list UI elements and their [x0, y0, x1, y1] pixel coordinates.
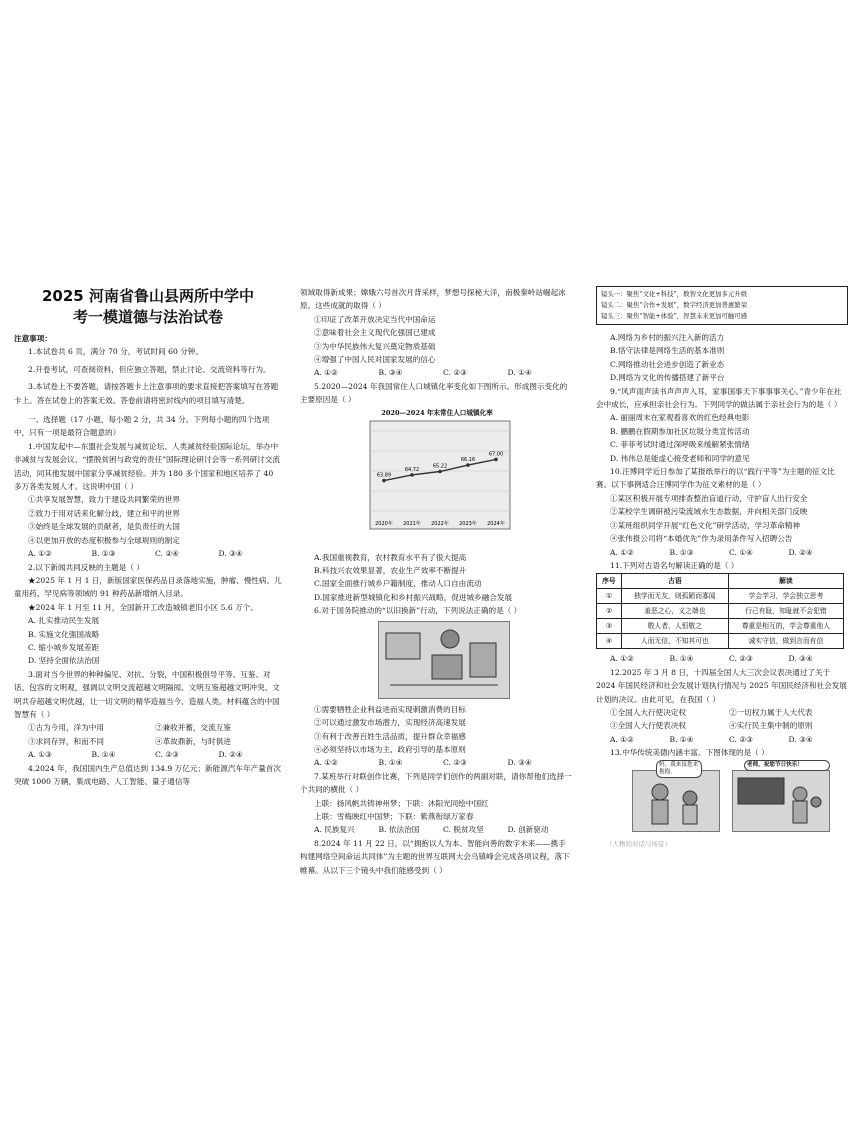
q12-item: ③全国人大行使表决权 [610, 721, 686, 731]
table-cell: 行己有耻，知耻就不会犯错 [728, 604, 843, 619]
q11-option-c[interactable]: C. ②③ [729, 654, 753, 664]
q5-option-d[interactable]: D.国家推进新型城镇化和乡村振兴战略，促进城乡融合发展 [314, 592, 513, 602]
table-header-cell: 解读 [728, 574, 843, 589]
notice-item: 1.本试卷共 6 页，满分 70 分，考试时间 60 分钟。 [28, 347, 203, 357]
chart-x-tick-label: 2024年 [487, 520, 505, 527]
q7-couplet: 上联：扬风帆共铸神州梦；下联：沐阳光同绘中国红 [314, 798, 489, 808]
notice-item: 2.开卷考试，可查阅资料，但应独立答题，禁止讨论、交流资料等行为。 [28, 364, 271, 374]
q9-option-c[interactable]: C. 菲菲考试时通过深呼吸来缓解紧张情绪 [610, 440, 750, 450]
q6-item: ③有利于改善百姓生活品质，提升群众幸福感 [314, 731, 466, 741]
q4-item: ④增强了中国人民对国家发展的信心 [314, 355, 436, 365]
q8-shot: 镜头二：聚焦“合作+发展”，数字经济更加普惠繁荣 [601, 301, 748, 309]
chart-data-label: 65.22 [432, 463, 448, 470]
q8-stem: 8.2024 年 11 月 22 日，以“拥抱以人为本、智能向善的数字未来——携手构建网络空间命运共同体”为主题的世界互联网大会乌镇峰会完成各项议程，落下帷幕。从以下三个镜头中我们能感受到（ ） [300, 838, 570, 875]
q4-option-c[interactable]: C. ②③ [443, 368, 467, 378]
q12-option-d[interactable]: D. ③④ [788, 734, 813, 744]
q10-options [596, 546, 848, 559]
q6-option-a[interactable]: A. ①② [314, 758, 338, 768]
q11-option-b[interactable]: B. ①④ [669, 654, 694, 664]
q4-item: ①印证了改革开放决定当代中国命运 [314, 314, 436, 324]
q12-options [596, 733, 848, 746]
q4-stem: 4.2024 年，我国国内生产总值达到 134.9 万亿元；新能源汽车年产量首次突破 1000 万辆，集成电路、人工智能、量子通信等 [14, 763, 281, 786]
q12-item: ④实行民主集中制的原则 [729, 721, 813, 731]
q8-shots-box [596, 286, 848, 325]
chart-data-label: 66.16 [460, 456, 476, 463]
table-row [597, 589, 844, 604]
q6-item: ②可以通过激发市场潜力，实现经济高速发展 [314, 718, 466, 728]
q13-illustration [632, 761, 832, 838]
q1-item: ①共享发展智慧，致力于建设共同繁荣的世界 [28, 495, 180, 505]
q7-option-b[interactable]: B. 依法治国 [378, 825, 420, 835]
q4-option-b[interactable]: B. ③④ [378, 368, 403, 378]
column-right [596, 286, 848, 851]
notice-item: 3.本试卷上不要答题，请按答题卡上注意事项的要求直接把答案填写在答题卡上。答在试卷上的答案无效。答卷前请将密封线内的项目填写清楚。 [14, 382, 279, 405]
q9-option-b[interactable]: B. 鹏鹏在假期参加社区垃圾分类宣传活动 [610, 426, 750, 436]
teacher-scene-image [732, 770, 830, 832]
q3-option-d[interactable]: D. ②④ [218, 750, 243, 760]
chart-point [466, 463, 470, 467]
mother-scene-image [632, 770, 720, 832]
q7-options [300, 823, 572, 836]
q2-option-c[interactable]: C. 缩小城乡发展差距 [28, 642, 100, 652]
q7-couplet: 上联：雪梅映红中国梦；下联：紫燕衔绿万家春 [314, 811, 474, 821]
table-row [597, 634, 844, 649]
q8-shot: 镜头一：聚焦“文化+科技”，数智文化更加多元升级 [601, 290, 748, 298]
table-cell: 人而无信，不知其可也 [621, 634, 728, 649]
table-cell: 敬人者，人恒敬之 [621, 619, 728, 634]
q4-item: ②意味着社会主义现代化强国已建成 [314, 328, 436, 338]
q13-stem: 13.中华传统美德内涵丰富。下图体现的是（ ） [610, 748, 769, 758]
q1-item: ②致力于用对话来化解分歧，建立和平的世界 [28, 508, 180, 518]
q4-option-a[interactable]: A. ①② [314, 368, 338, 378]
column-left [14, 286, 282, 788]
table-header-cell: 序号 [597, 574, 622, 589]
q7-option-c[interactable]: C. 脱贫攻坚 [443, 825, 484, 835]
q4-option-d[interactable]: D. ①④ [507, 368, 532, 378]
chart-point [382, 478, 386, 482]
urbanization-chart [360, 409, 514, 547]
q1-option-b[interactable]: B. ①③ [91, 549, 116, 559]
q3-stem: 3.面对当今世界的种种偏见、对抗、分裂，中国积极倡导平等、互鉴、对话、包容的文明观，强调以文明交流超越文明隔阂、文明互鉴超越文明冲突、文明共存超越文明优越，让一切文明的精华造福当今、造福人类。材料蕴含的中国智慧有（ ） [14, 669, 280, 719]
q1-option-c[interactable]: C. ②④ [155, 549, 179, 559]
table-cell: ④ [597, 634, 622, 649]
table-cell: 诚实守信，做到言而有信 [728, 634, 843, 649]
speech-bubble: 老师，祝您节日快乐！ [744, 760, 830, 771]
q12-stem: 12.2025 年 3 月 8 日，十四届全国人大三次会议表决通过了关于 2024 年国民经济和社会发展计划执行情况与 2025 年国民经济和社会发展计划的决议。由此可见，在我国（ ） [596, 667, 847, 704]
q12-items [596, 719, 848, 732]
q8-option-a[interactable]: A.网络为乡村的振兴注入新的活力 [610, 333, 725, 342]
q12-option-c[interactable]: C. ②③ [729, 734, 753, 744]
chart-point [494, 457, 498, 461]
q7-stem: 7.某班举行对联创作比赛，下列是同学们创作的两副对联，请你帮他们选择一个共同的横批（ ） [300, 771, 572, 795]
q3-item: ③求同存异，和而不同 [28, 736, 104, 746]
q11-option-d[interactable]: D. ③④ [788, 654, 813, 664]
section-heading: 一、选择题（17 小题，每小题 2 分，共 34 分。下列每小题的四个选项中，只有一项是最符合题意的） [14, 415, 270, 438]
q3-option-b[interactable]: B. ①④ [91, 750, 116, 760]
chart-data-label: 67.00 [488, 451, 504, 458]
q10-option-a[interactable]: A. ①② [610, 547, 634, 557]
q7-option-a[interactable]: A. 民族复兴 [314, 825, 355, 835]
trade-in-cartoon-icon [380, 623, 508, 697]
chart-x-tick-label: 2023年 [459, 520, 477, 527]
q11-stem: 11.下列对古语名句解读正确的是（ ） [610, 560, 739, 570]
q1-stem: 1.中国发起中—东盟社会发展与减贫论坛、人类减贫经验国际论坛，举办中非减贫与发展会议、“摆脱贫困与政党的责任”国际理论研讨会等一系列研讨交流活动，同其他发展中国家分享减贫经验。并为 180 多个国家和地区培养了 40 多万各类发展人才。这说明中国（ ） [14, 441, 280, 492]
table-cell: ② [597, 604, 622, 619]
table-header-cell: 古语 [621, 574, 728, 589]
exam-title-line1: 2025 河南省鲁山县两所中学中 [42, 287, 254, 305]
q6-option-b[interactable]: B. ①④ [378, 758, 403, 768]
q5-stem: 5.2020—2024 年我国常住人口城镇化率变化如下图所示。形成图示变化的主要原因是（ ） [300, 381, 568, 405]
family-icon [634, 772, 718, 830]
q1-option-a[interactable]: A. ①② [28, 549, 52, 559]
chart-data-label: 64.72 [404, 466, 420, 473]
q9-option-a[interactable]: A. 丽丽周末在家观看喜欢的红色经典电影 [610, 413, 750, 423]
chart-x-tick-label: 2022年 [431, 520, 449, 527]
q9-option-d[interactable]: D. 伟伟总是能虚心接受老师和同学的意见 [610, 453, 750, 463]
q2-stem: 2.以下新闻共同反映的主题是（ ） [28, 562, 144, 572]
q6-stem: 6.对于国务院推动的“以旧换新”行动，下列说法正确的是（ ） [314, 606, 522, 616]
q11-option-a[interactable]: A. ①② [610, 654, 634, 664]
chart-title: 2020—2024 年末常住人口城镇化率 [381, 408, 493, 417]
q4-stem-continued: 领域取得新成果；嫦娥六号首次月背采样，梦想号探秘大洋，南极秦岭站崛起冰原。这些成就的取得（ ） [300, 288, 566, 311]
q3-options [14, 748, 282, 761]
q10-option-d[interactable]: D. ②④ [788, 547, 813, 557]
table-cell: 学会学习，学会独立思考 [728, 589, 843, 604]
column-middle [300, 286, 572, 877]
q2-option-b[interactable]: B. 实施文化强国战略 [28, 629, 100, 639]
chart-point [438, 469, 442, 473]
chart-svg [360, 419, 514, 547]
q12-item: ①全国人大行使决定权 [610, 707, 686, 717]
q3-item: ②兼收并蓄，交流互鉴 [155, 723, 231, 733]
q3-item: ④革故鼎新，与时俱进 [155, 736, 231, 746]
q5-option-c[interactable]: C.国家全面推行城乡户籍制度，推动人口自由流动 [314, 579, 482, 589]
q2-news: ★2025 年 1 月 1 日，新版国家医保药品目录落地实施，肿瘤、慢性病、儿童用药、罕见病等领域的 91 种药品新增纳入目录。 [14, 575, 282, 599]
q10-item: ②某校学生调研被污染流域水生态数据，并向相关部门反映 [610, 507, 808, 517]
q8-option-b[interactable]: B.恪守法律是网络生活的基本准则 [610, 346, 725, 356]
q11-table [596, 573, 844, 649]
q3-item: ①古为今用，洋为中用 [28, 723, 104, 733]
q2-option-d[interactable]: D. 坚持全面依法治国 [28, 656, 100, 666]
q1-option-d[interactable]: D. ③④ [218, 549, 243, 559]
table-cell: 羞恶之心，义之端也 [621, 604, 728, 619]
table-cell: 尊重是相互的，学会尊重他人 [728, 619, 843, 634]
q8-shot: 镜头三：聚焦“智能+体验”，智慧未来更加可触可感 [601, 312, 748, 320]
q12-option-b[interactable]: B. ①④ [669, 734, 694, 744]
q5-option-a[interactable]: A.我国重视教育，农村教育水平有了很大提高 [314, 552, 467, 562]
chart-point [410, 473, 414, 477]
teacher-student-icon [734, 772, 828, 830]
exam-title-line2: 考一模道德与法治试卷 [72, 308, 223, 326]
q12-item: ②一切权力属于人大代表 [729, 707, 813, 717]
table-header-row [597, 574, 844, 589]
trade-in-illustration [378, 621, 510, 699]
q12-option-a[interactable]: A. ①② [610, 734, 634, 744]
q3-items [14, 735, 282, 748]
q4-item: ③为中华民族伟大复兴奠定物质基础 [314, 341, 436, 351]
table-row [597, 619, 844, 634]
notice-heading: 注意事项： [14, 334, 52, 343]
q3-option-a[interactable]: A. ①③ [28, 750, 52, 760]
q10-option-c[interactable]: C. ①④ [729, 547, 753, 557]
table-cell: ① [597, 589, 622, 604]
q5-option-b[interactable]: B.科技兴农效果显著，农业生产效率不断提升 [314, 566, 467, 576]
chart-data-label: 63.89 [376, 472, 392, 479]
q1-item: ④以更加开放的态度积极参与全球规则的制定 [28, 535, 180, 545]
q6-item: ④必须坚持以市场为主、政府引导的基本原则 [314, 744, 466, 754]
q11-options [596, 652, 848, 665]
q10-item: ④张伟报公司将“本婚优先”作为录用条件写入招聘公告 [610, 534, 793, 544]
q6-options [300, 756, 572, 769]
chart-x-tick-label: 2020年 [375, 520, 393, 527]
q13-caption: （人物的对话与场景） [606, 839, 671, 848]
q9-stem: 9.“风声雨声读书声声声入耳，家事国事天下事事事关心。”青少年在社会中成长，应承担亲社会行为。下列同学的做法属于亲社会行为的是（ ） [596, 386, 842, 410]
q7-option-d[interactable]: D. 创新驱动 [507, 825, 549, 835]
q1-options [14, 547, 282, 560]
chart-x-tick-label: 2021年 [403, 520, 421, 527]
q4-options [300, 366, 572, 379]
q3-option-c[interactable]: C. ②③ [155, 750, 179, 760]
q6-item: ①需要牺牲企业利益进而实现刺激消费的目标 [314, 704, 466, 714]
q10-item: ①某区积极开展专项排查整治盲道行动，守护盲人出行安全 [610, 493, 808, 503]
speech-bubble: 妈，我来接您来抱抱。 [656, 760, 702, 778]
q8-option-d[interactable]: D.网络为文化的传播搭建了新平台 [610, 373, 725, 383]
table-row [597, 604, 844, 619]
q3-items [14, 721, 282, 734]
q10-option-b[interactable]: B. ①③ [669, 547, 694, 557]
q8-option-c[interactable]: C.网络推动社会进步创造了新业态 [610, 359, 725, 369]
table-cell: ③ [597, 619, 622, 634]
q2-option-a[interactable]: A. 扎实推动民生发展 [28, 616, 100, 626]
q12-items [596, 706, 848, 719]
table-cell: 独学而无友，则孤陋而寡闻 [621, 589, 728, 604]
q6-option-c[interactable]: C. ②③ [443, 758, 467, 768]
q10-stem: 10.汪博同学近日参加了某报纸举行的以“践行平等”为主题的征文比赛。以下事例适合汪博同学作为征文素材的是（ ） [596, 467, 835, 490]
q1-item: ③始终是全球发展的贡献者，是负责任的大国 [28, 522, 180, 532]
q2-news: ★2024 年 1 月至 11 月，全国新开工改造城镇老旧小区 5.6 万个。 [28, 602, 258, 612]
q6-option-d[interactable]: D. ③④ [507, 758, 532, 768]
q10-item: ③某班组织同学开展“红色文化”研学活动，学习革命精神 [610, 520, 801, 530]
